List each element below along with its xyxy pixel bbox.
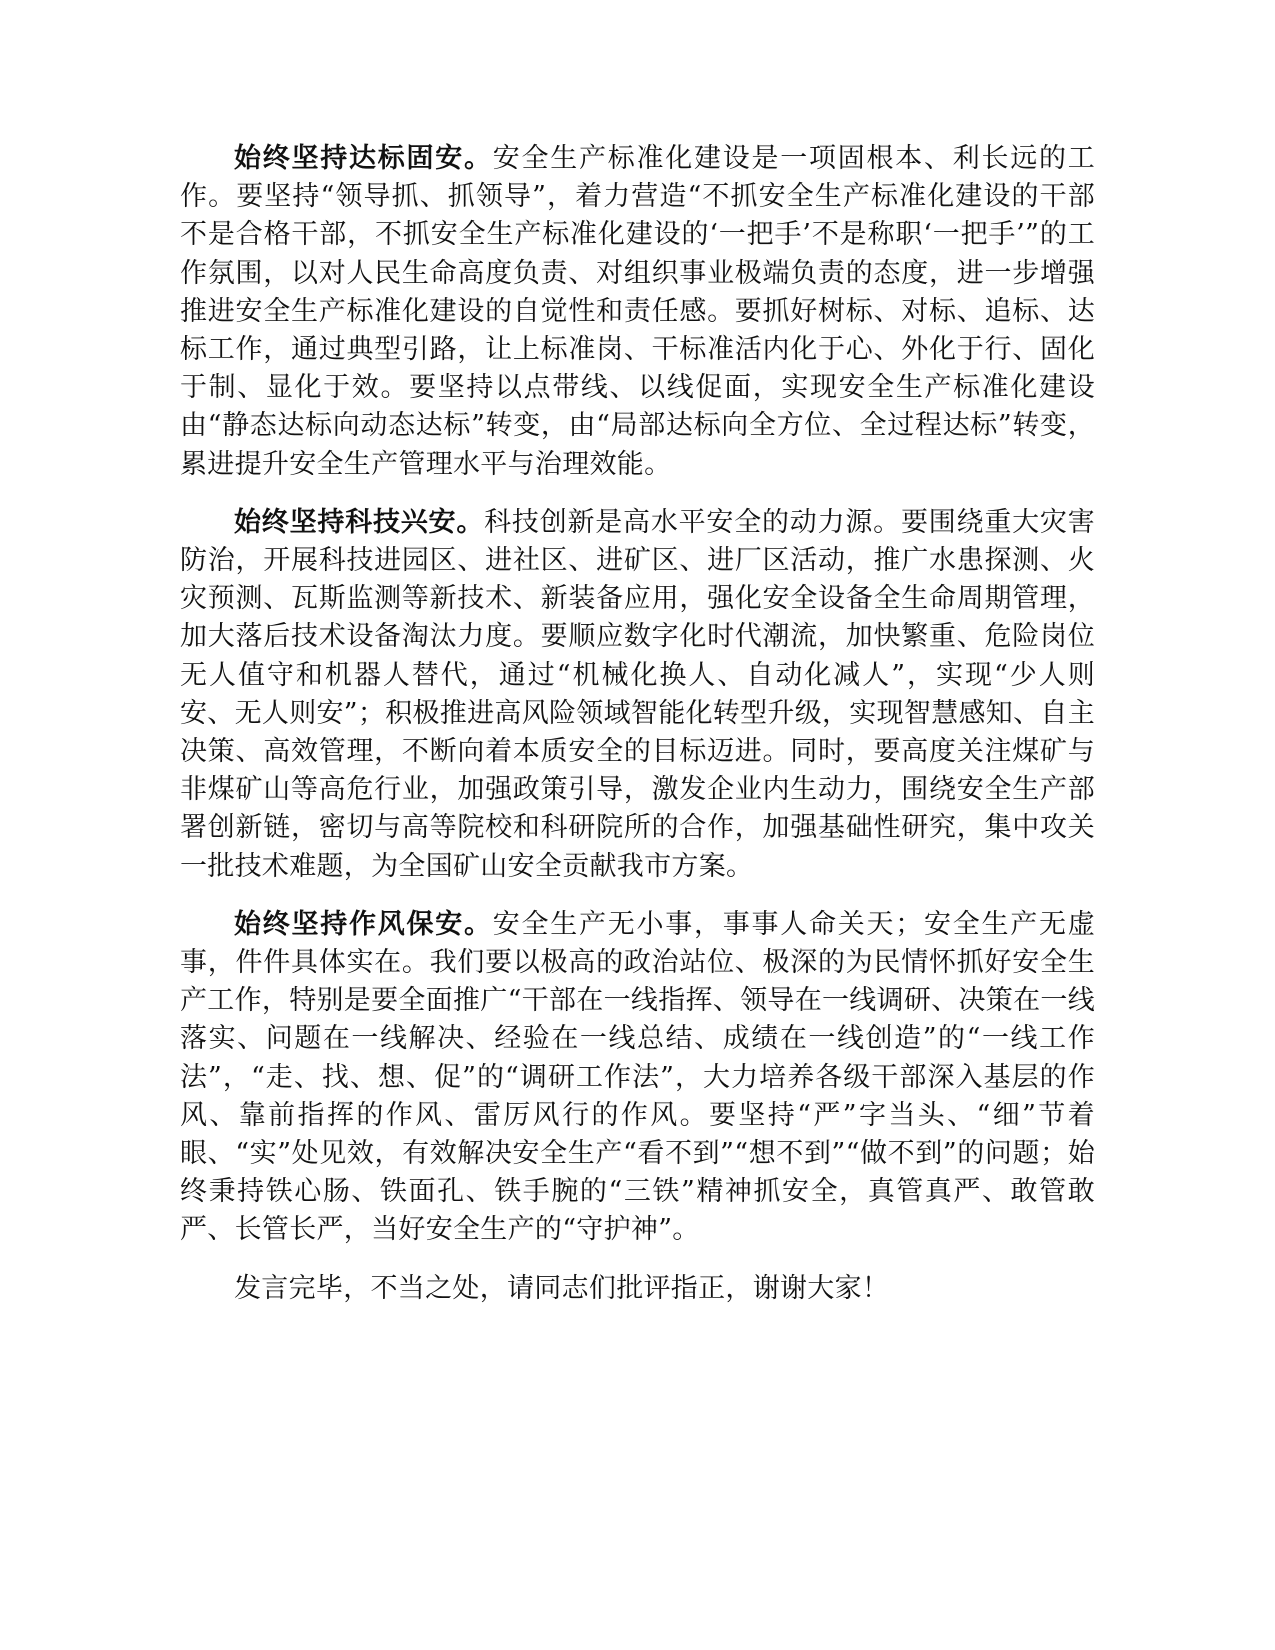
document-body xyxy=(180,140,1095,1328)
paragraph-work-style xyxy=(180,906,1095,1250)
closing-remark xyxy=(180,1270,1095,1308)
paragraph-text: 科技创新是高水平安全的动力源。要围绕重大灾害防治，开展科技进园区、进社区、进矿区、进厂区活动，推广水患探测、火灾预测、瓦斯监测等新技术、新装备应用，强化安全设备全生命周期管理，加大落后技术设备淘汰力度。要顺应数字化时代潮流，加快繁重、危险岗位无人值守和机器人替代，通过“机械化换人、自动化减人”，实现“少人则安、无人则安”；积极推进高风险领域智能化转型升级，实现智慧感知、自主决策、高效管理，不断向着本质安全的目标迈进。同时，要高度关注煤矿与非煤矿山等高危行业，加强政策引导，激发企业内生动力，围绕安全生产部署创新链，密切与高等院校和科研院所的合作，加强基础性研究，集中攻关一批技术难题，为全国矿山安全贡献我市方案。 xyxy=(180,506,1096,882)
paragraph-heading: 始终坚持科技兴安。 xyxy=(234,506,485,538)
paragraph-heading: 始终坚持达标固安。 xyxy=(234,143,493,174)
paragraph-text: 安全生产无小事，事事人命关天；安全生产无虚事，件件具体实在。我们要以极高的政治站位、极深的为民情怀抓好安全生产工作，特别是要全面推广“干部在一线指挥、领导在一线调研、决策在一线落实、问题在一线解决、经验在一线总结、成绩在一线创造”的“一线工作法”，“走、找、想、促”的“调研工作法”，大力培养各级干部深入基层的作风、靠前指挥的作风、雷厉风行的作风。要坚持“严”字当头、“细”节着眼、“实”处见效，有效解决安全生产“看不到”“想不到”“做不到”的问题；始终秉持铁心肠、铁面孔、铁手腕的“三铁”精神抓安全，真管真严、敢管敢严、长管长严，当好安全生产的“守护神”。 xyxy=(180,908,1096,1246)
paragraph-text: 发言完毕，不当之处，请同志们批评指正，谢谢大家！ xyxy=(234,1272,890,1304)
paragraph-standardization xyxy=(180,140,1095,484)
paragraph-text: 安全生产标准化建设是一项固根本、利长远的工作。要坚持“领导抓、抓领导”，着力营造“不抓安全生产标准化建设的干部不是合格干部，不抓安全生产标准化建设的‘一把手’不是称职‘一把手’”的工作氛围，以对人民生命高度负责、对组织事业极端负责的态度，进一步增强推进安全生产标准化建设的自觉性和责任感。要抓好树标、对标、追标、达标工作，通过典型引路，让上标准岗、干标准活内化于心、外化于行、固化于制、显化于效。要坚持以点带线、以线促面，实现安全生产标准化建设由“静态达标向动态达标”转变，由“局部达标向全方位、全过程达标”转变，累进提升安全生产管理水平与治理效能。 xyxy=(180,143,1095,480)
paragraph-technology xyxy=(180,504,1095,886)
paragraph-heading: 始终坚持作风保安。 xyxy=(234,908,493,940)
